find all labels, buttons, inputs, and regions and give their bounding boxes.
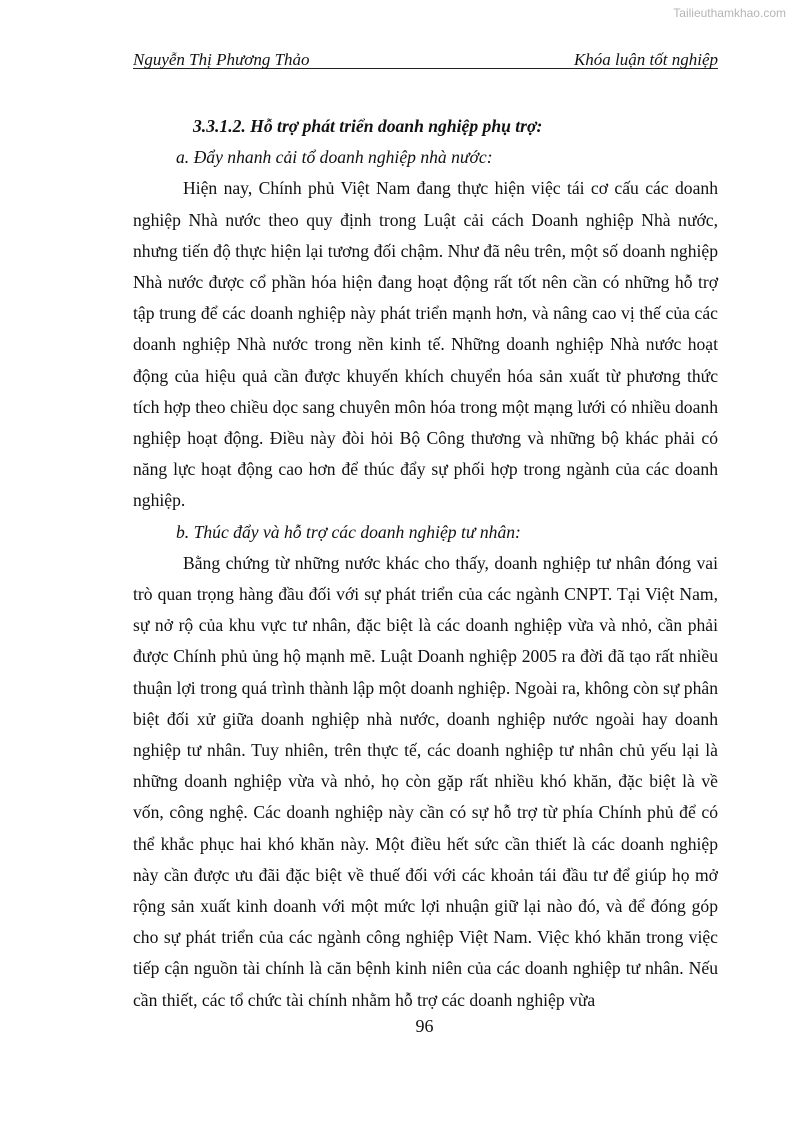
header-document-type: Khóa luận tốt nghiệp bbox=[573, 50, 718, 69]
watermark: Tailieuthamkhao.com bbox=[673, 6, 786, 20]
subheading-b: b. Thúc đẩy và hỗ trợ các doanh nghiệp tư nhân: bbox=[176, 521, 521, 542]
section-heading: 3.3.1.2. Hỗ trợ phát triển doanh nghiệp phụ trợ: bbox=[193, 116, 543, 136]
paragraph-2: Bằng chứng từ những nước khác cho thấy, doanh nghiệp tư nhân đóng vai trò quan trọng hàng đầu đối với sự phát triển của các ngành CNPT. Tại Việt Nam, sự nở rộ của khu vực tư nhân, đặc biệt là các doanh nghiệp vừa và nhỏ, cần phải được Chính phủ ủng hộ mạnh mẽ. Luật Doanh nghiệp 2005 ra đời đã tạo rất nhiều thuận lợi trong quá trình thành lập một doanh nghiệp. Ngoài ra, không còn sự phân biệt đối xử giữa doanh nghiệp nhà nước, doanh nghiệp nước ngoài hay doanh nghiệp tư nhân. Tuy nhiên, trên thực tế, các doanh nghiệp tư nhân chủ yếu lại là những doanh nghiệp vừa và nhỏ, họ còn gặp rất nhiều khó khăn, đặc biệt là về vốn, công nghệ. Các doanh nghiệp này cần có sự hỗ trợ từ phía Chính phủ để có thể khắc phục hai khó khăn này. Một điều hết sức cần thiết là các doanh nghiệp này cần được ưu đãi đặc biệt về thuế đối với các khoản tái đầu tư để giúp họ mở rộng sản xuất kinh doanh với một mức lợi nhuận giữ lại nào đó, và để đóng góp cho sự phát triển của các ngành công nghiệp Việt Nam. Việc khó khăn trong việc tiếp cận nguồn tài chính là căn bệnh kinh niên của các doanh nghiệp tư nhân. Nếu cần thiết, các tổ chức tài chính nhằm hỗ trợ các doanh nghiệp vừa bbox=[133, 552, 718, 1010]
subheading-a: a. Đẩy nhanh cải tổ doanh nghiệp nhà nước: bbox=[176, 147, 493, 168]
paragraph-1: Hiện nay, Chính phủ Việt Nam đang thực hiện việc tái cơ cấu các doanh nghiệp Nhà nước theo quy định trong Luật cải cách Doanh nghiệp Nhà nước, nhưng tiến độ thực hiện lại tương đối chậm. Như đã nêu trên, một số doanh nghiệp Nhà nước được cổ phần hóa hiện đang hoạt động rất tốt nên cần có những hỗ trợ tập trung để các doanh nghiệp này phát triển mạnh hơn, và nâng cao vị thế của các doanh nghiệp Nhà nước trong nền kinh tế. Những doanh nghiệp Nhà nước hoạt động của hiệu quả cần được khuyến khích chuyển hóa sản xuất từ phương thức tích hợp theo chiều dọc sang chuyên môn hóa trong một mạng lưới có nhiều doanh nghiệp hoạt động. Điều này đòi hỏi Bộ Công thương và những bộ khác phải có năng lực hoạt động cao hơn để thúc đẩy sự phối hợp trong ngành của các doanh nghiệp. bbox=[133, 178, 718, 511]
header-author: Nguyễn Thị Phương Thảo bbox=[133, 50, 310, 69]
page-number: 96 bbox=[415, 1016, 434, 1036]
page-content bbox=[133, 111, 718, 1016]
page-header bbox=[133, 48, 718, 69]
